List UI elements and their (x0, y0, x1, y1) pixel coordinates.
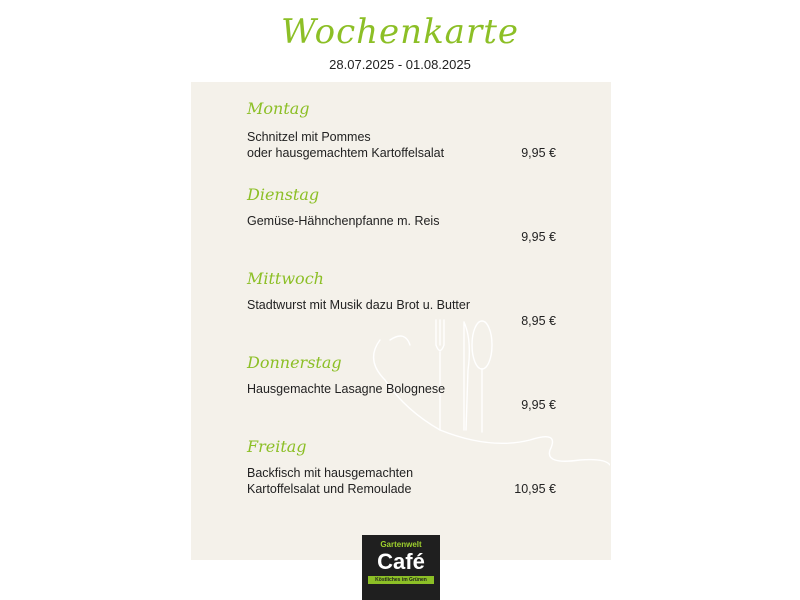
dish-line: Hausgemachte Lasagne Bolognese (247, 382, 446, 396)
dish-line: Kartoffelsalat und Remoulade (247, 482, 412, 496)
price: 8,95 € (521, 314, 556, 328)
price: 9,95 € (521, 398, 556, 412)
day-heading-mittwoch: Mittwoch (247, 269, 324, 288)
day-heading-montag: Montag (247, 99, 310, 118)
price: 10,95 € (514, 482, 556, 496)
dish-line: Gemüse-Hähnchenpfanne m. Reis (247, 214, 440, 228)
dish-line: Backfisch mit hausgemachten (247, 466, 414, 480)
date-range: 28.07.2025 - 01.08.2025 (329, 57, 471, 72)
day-heading-donnerstag: Donnerstag (247, 353, 342, 372)
price: 9,95 € (521, 230, 556, 244)
cafe-logo (362, 535, 440, 600)
price: 9,95 € (521, 146, 556, 160)
logo-top-text: Gartenwelt (380, 540, 422, 549)
day-heading-dienstag: Dienstag (247, 185, 320, 204)
dish-line: Stadtwurst mit Musik dazu Brot u. Butter (247, 298, 470, 312)
dish-line: oder hausgemachtem Kartoffelsalat (247, 146, 445, 160)
logo-main-text: Café (377, 549, 425, 574)
day-heading-freitag: Freitag (247, 437, 307, 456)
dish-line: Schnitzel mit Pommes (247, 130, 371, 144)
logo-tagline: Köstliches im Grünen (368, 576, 434, 584)
page-title: Wochenkarte (281, 12, 519, 52)
